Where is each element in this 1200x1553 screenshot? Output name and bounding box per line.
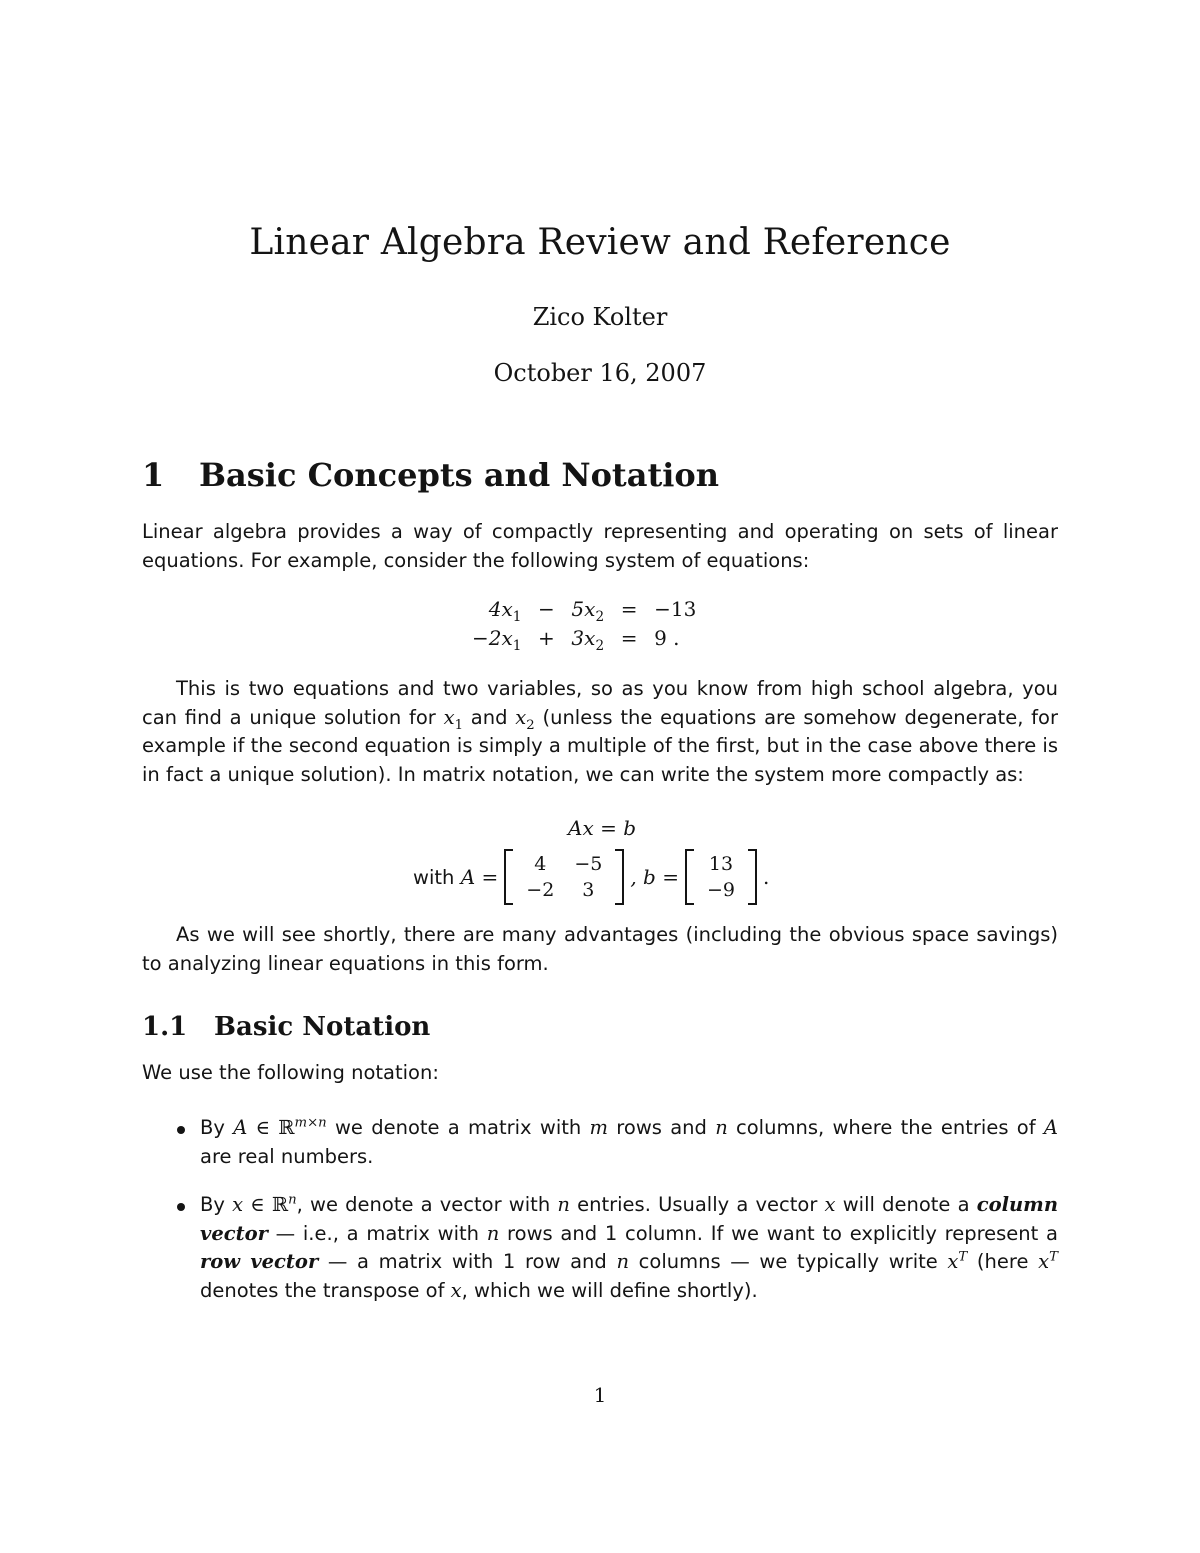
subsection-number: 1.1 xyxy=(142,1012,188,1042)
equation-system xyxy=(466,594,702,652)
page-number: 1 xyxy=(593,1383,607,1407)
matrix-equation: Ax = b xyxy=(568,816,636,840)
section-number: 1 xyxy=(142,456,165,494)
section-1-1-heading xyxy=(142,1012,430,1042)
publication-date: October 16, 2007 xyxy=(493,359,707,387)
equation-row: $-2x_1$ + $3x_2$ = 9 . xyxy=(472,625,680,654)
column-vector-term: column vector xyxy=(200,1193,1058,1245)
paper-title: Linear Algebra Review and Reference xyxy=(249,222,951,263)
notation-list xyxy=(142,1114,1058,1326)
intro-paragraph: Linear algebra provides a way of compactly representing and operating on sets of linear equations. For example, consider the following system of equations: xyxy=(142,520,1058,572)
row-vector-term: row vector xyxy=(200,1250,319,1274)
section-1-heading xyxy=(142,456,719,494)
list-item: By x ∈ ℝ$^n$, we denote a vector with n entries. Usually a vector x will denote a column vector — i.e., a matrix with n rows and 1 column. If we want to explicitly represent a row vector — a matrix with 1 row and n columns — we typically write $x^T$ (here $x^T$ denotes the transpose of x, which we will define shortly). xyxy=(142,1191,1058,1305)
section-title: Basic Concepts and Notation xyxy=(199,456,719,494)
notation-intro: We use the following notation: xyxy=(142,1061,439,1084)
matrix-definition: with A = 4 −5 −2 3 , b = 13 −9 . xyxy=(413,849,769,905)
matrix-A: 4 −5 −2 3 xyxy=(504,849,624,905)
author-name: Zico Kolter xyxy=(532,303,668,331)
equation-row: $4x_1$ − $5x_2$ = −13 xyxy=(488,596,697,625)
advantages-paragraph: As we will see shortly, there are many advantages (including the obvious space savings) to analyzing linear equations in this form. xyxy=(142,923,1058,975)
list-item: By A ∈ ℝ$^{m\times n}$ we denote a matrix with m rows and n columns, where the entries of A are real numbers. xyxy=(142,1114,1058,1171)
explanation-paragraph: This is two equations and two variables, so as you know from high school algebra, you can find a unique solution for $x_1$ and $x_2$ (unless the equations are somehow degenerate, for example if the second equation is simply a multiple of the first, but in the case above there is in fact a unique solution). In matrix notation, we can write the system more compactly as: xyxy=(142,677,1058,786)
subsection-title: Basic Notation xyxy=(214,1012,431,1042)
vector-b: 13 −9 xyxy=(685,849,757,905)
